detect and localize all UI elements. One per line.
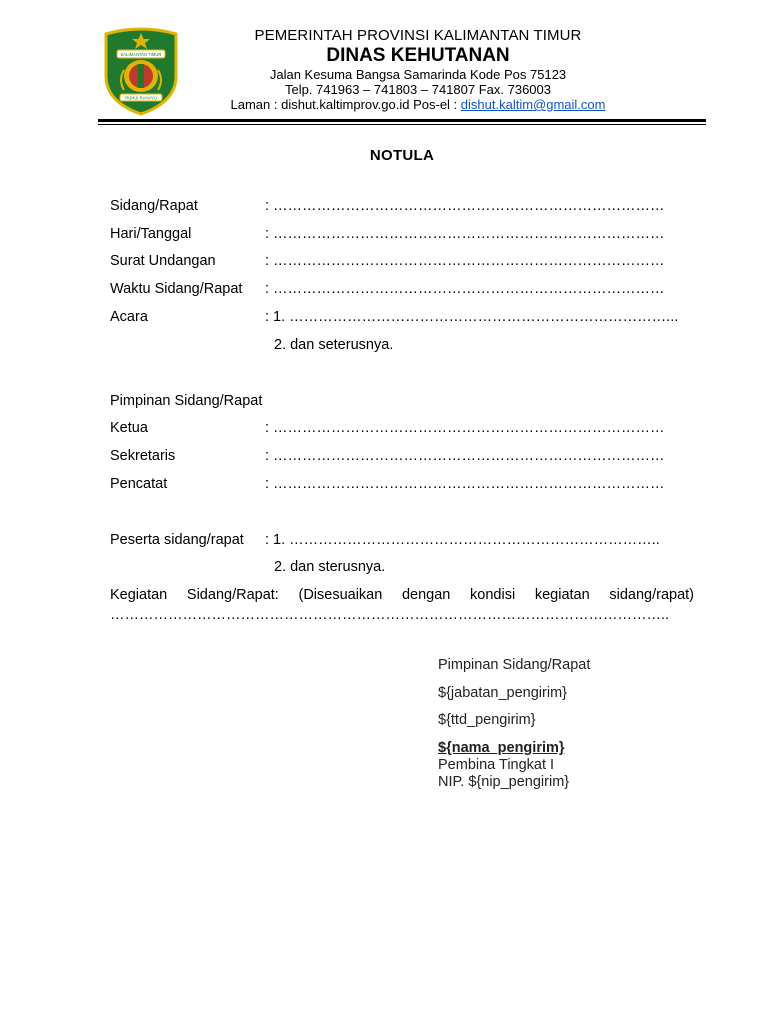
signature-title: Pimpinan Sidang/Rapat bbox=[438, 657, 591, 673]
email-link[interactable]: dishut.kaltim@gmail.com bbox=[460, 97, 606, 112]
field-value: : ……………………………………………………………………… bbox=[265, 226, 665, 242]
letterhead bbox=[190, 27, 646, 113]
signature-ttd: ${ttd_pengirim} bbox=[438, 712, 536, 728]
field-label: Sidang/Rapat bbox=[110, 198, 198, 214]
field-label: Hari/Tanggal bbox=[110, 226, 192, 242]
agency-address: Jalan Kesuma Bangsa Samarinda Kode Pos 75123 bbox=[269, 67, 567, 82]
signature-name: ${nama_pengirim} bbox=[438, 740, 565, 756]
field-value: : 1. ……………………………………………………………………... bbox=[265, 309, 679, 325]
peserta-item-2: 2. dan sterusnya. bbox=[274, 559, 386, 575]
field-value: : ……………………………………………………………………… bbox=[265, 420, 665, 436]
logo-text: KALIMANTAN TIMUR bbox=[120, 52, 162, 57]
field-label: Peserta sidang/rapat bbox=[110, 532, 244, 548]
field-value: : ……………………………………………………………………… bbox=[265, 476, 665, 492]
field-label: Waktu Sidang/Rapat bbox=[110, 281, 243, 297]
field-value: : ……………………………………………………………………… bbox=[265, 448, 665, 464]
document-title: NOTULA bbox=[369, 147, 435, 164]
signature-rank: Pembina Tingkat I bbox=[438, 757, 555, 773]
agency-web-email bbox=[190, 97, 646, 113]
field-value: : ……………………………………………………………………… bbox=[265, 253, 665, 269]
agency-phone: Telp. 741963 – 741803 – 741807 Fax. 736003 bbox=[284, 82, 551, 97]
field-value: : 1. ………………………………………………………………….. bbox=[265, 532, 660, 548]
field-label: Sekretaris bbox=[110, 448, 176, 464]
kegiatan-dots: …………………………………………………………………………………………………….. bbox=[110, 607, 670, 623]
signature-nip: NIP. ${nip_pengirim} bbox=[438, 774, 570, 790]
field-label: Acara bbox=[110, 309, 148, 325]
website-label: Laman : dishut.kaltimprov.go.id Pos-el : bbox=[230, 97, 461, 112]
field-value: : ……………………………………………………………………… bbox=[265, 198, 665, 214]
acara-item-2: 2. dan seterusnya. bbox=[274, 337, 394, 353]
field-value: : ……………………………………………………………………… bbox=[265, 281, 665, 297]
kaltim-emblem-logo bbox=[100, 24, 182, 116]
letterhead-rule-thick bbox=[98, 119, 706, 122]
letterhead-rule-thin bbox=[98, 124, 706, 125]
field-label: Ketua bbox=[110, 420, 148, 436]
field-label: Surat Undangan bbox=[110, 253, 216, 269]
kegiatan-paragraph: Kegiatan Sidang/Rapat: (Disesuaikan dengan kondisi kegiatan sidang/rapat) bbox=[110, 587, 694, 603]
pimpinan-heading: Pimpinan Sidang/Rapat bbox=[110, 393, 263, 409]
logo-ribbon-text: RUHUI RAHAYU bbox=[125, 95, 157, 101]
field-label: Pencatat bbox=[110, 476, 168, 492]
signature-jabatan: ${jabatan_pengirim} bbox=[438, 685, 567, 701]
agency-name: DINAS KEHUTANAN bbox=[326, 45, 510, 66]
government-name: PEMERINTAH PROVINSI KALIMANTAN TIMUR bbox=[254, 27, 582, 44]
